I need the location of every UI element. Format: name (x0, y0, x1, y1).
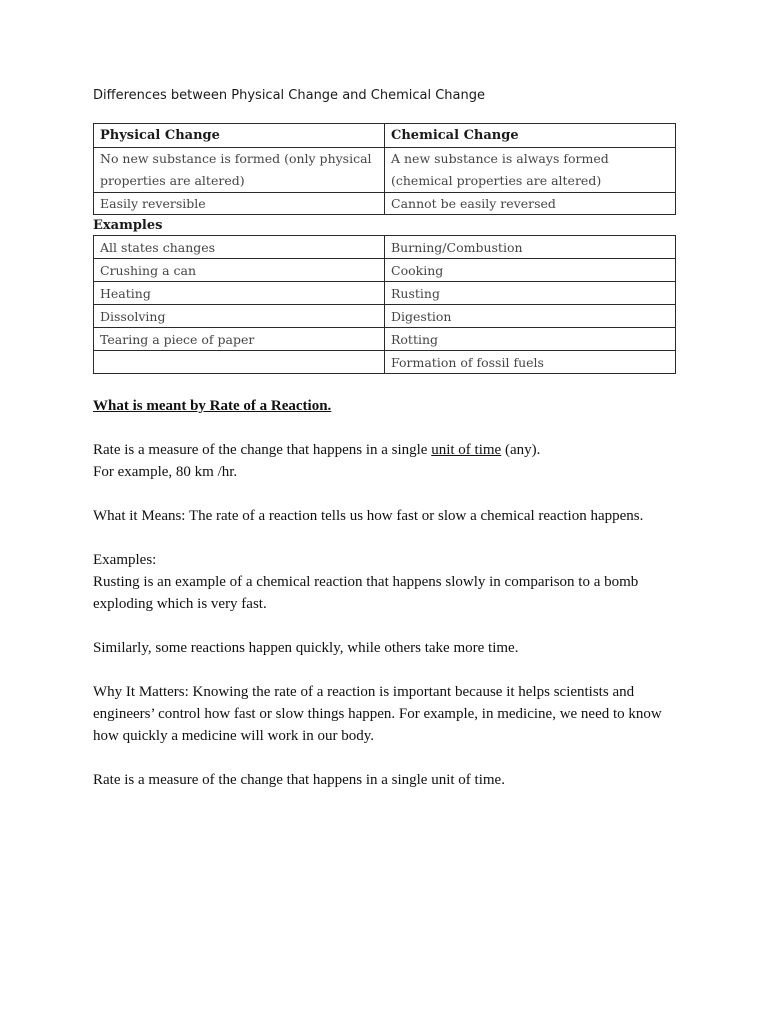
closing-paragraph: Rate is a measure of the change that happens in a single unit of time. (93, 772, 505, 788)
examples-paragraph: Rusting is an example of a chemical reaction that happens slowly in comparison to a bomb exploding which is very fast. (93, 574, 639, 612)
physical-example-cell: Heating (94, 282, 385, 305)
table-row (94, 236, 676, 259)
chemical-example-cell: Cooking (385, 259, 676, 282)
chemical-reversibility-cell: Cannot be easily reversed (385, 193, 676, 215)
chemical-example-cell: Rusting (385, 282, 676, 305)
comparison-table (93, 123, 676, 215)
physical-example-cell: Crushing a can (94, 259, 385, 282)
chemical-example-cell: Digestion (385, 305, 676, 328)
chemical-example-cell: Rotting (385, 328, 676, 351)
unit-of-time-underlined: unit of time (431, 442, 502, 458)
rate-example-line: For example, 80 km /hr. (93, 464, 238, 480)
physical-example-cell (94, 351, 385, 374)
examples-table (93, 235, 676, 374)
header-chemical-change: Chemical Change (385, 124, 676, 148)
table-header-row (94, 124, 676, 148)
header-physical-change: Physical Change (94, 124, 385, 148)
physical-example-cell: Tearing a piece of paper (94, 328, 385, 351)
chemical-substance-cell: A new substance is always formed (chemical properties are altered) (385, 148, 676, 193)
table-row (94, 351, 676, 374)
similarly-paragraph: Similarly, some reactions happen quickly, while others take more time. (93, 640, 519, 656)
physical-example-cell: Dissolving (94, 305, 385, 328)
table-row (94, 328, 676, 351)
physical-example-cell: All states changes (94, 236, 385, 259)
rate-section-heading: What is meant by Rate of a Reaction. (93, 398, 332, 414)
physical-reversibility-cell: Easily reversible (94, 193, 385, 215)
table-row (94, 148, 676, 193)
chemical-example-cell: Burning/Combustion (385, 236, 676, 259)
page-title: Differences between Physical Change and Chemical Change (93, 88, 485, 103)
why-it-matters-paragraph: Why It Matters: Knowing the rate of a reaction is important because it helps scientists and engineers’ control how fast or slow things happen. For example, in medicine, we need to know how quickly a medicine will work in our body. (93, 684, 662, 744)
table-row (94, 282, 676, 305)
table-row (94, 305, 676, 328)
rate-definition (93, 439, 693, 461)
rate-definition-text: Rate is a measure of the change that happens in a single (93, 442, 432, 458)
examples-label: Examples (93, 218, 163, 233)
examples-heading: Examples: (93, 552, 157, 568)
rate-definition-tail: (any). (501, 442, 541, 458)
table-row (94, 259, 676, 282)
what-it-means-paragraph: What it Means: The rate of a reaction tells us how fast or slow a chemical reaction happens. (93, 508, 644, 524)
table-row (94, 193, 676, 215)
physical-substance-cell: No new substance is formed (only physical properties are altered) (94, 148, 385, 193)
chemical-example-cell: Formation of fossil fuels (385, 351, 676, 374)
